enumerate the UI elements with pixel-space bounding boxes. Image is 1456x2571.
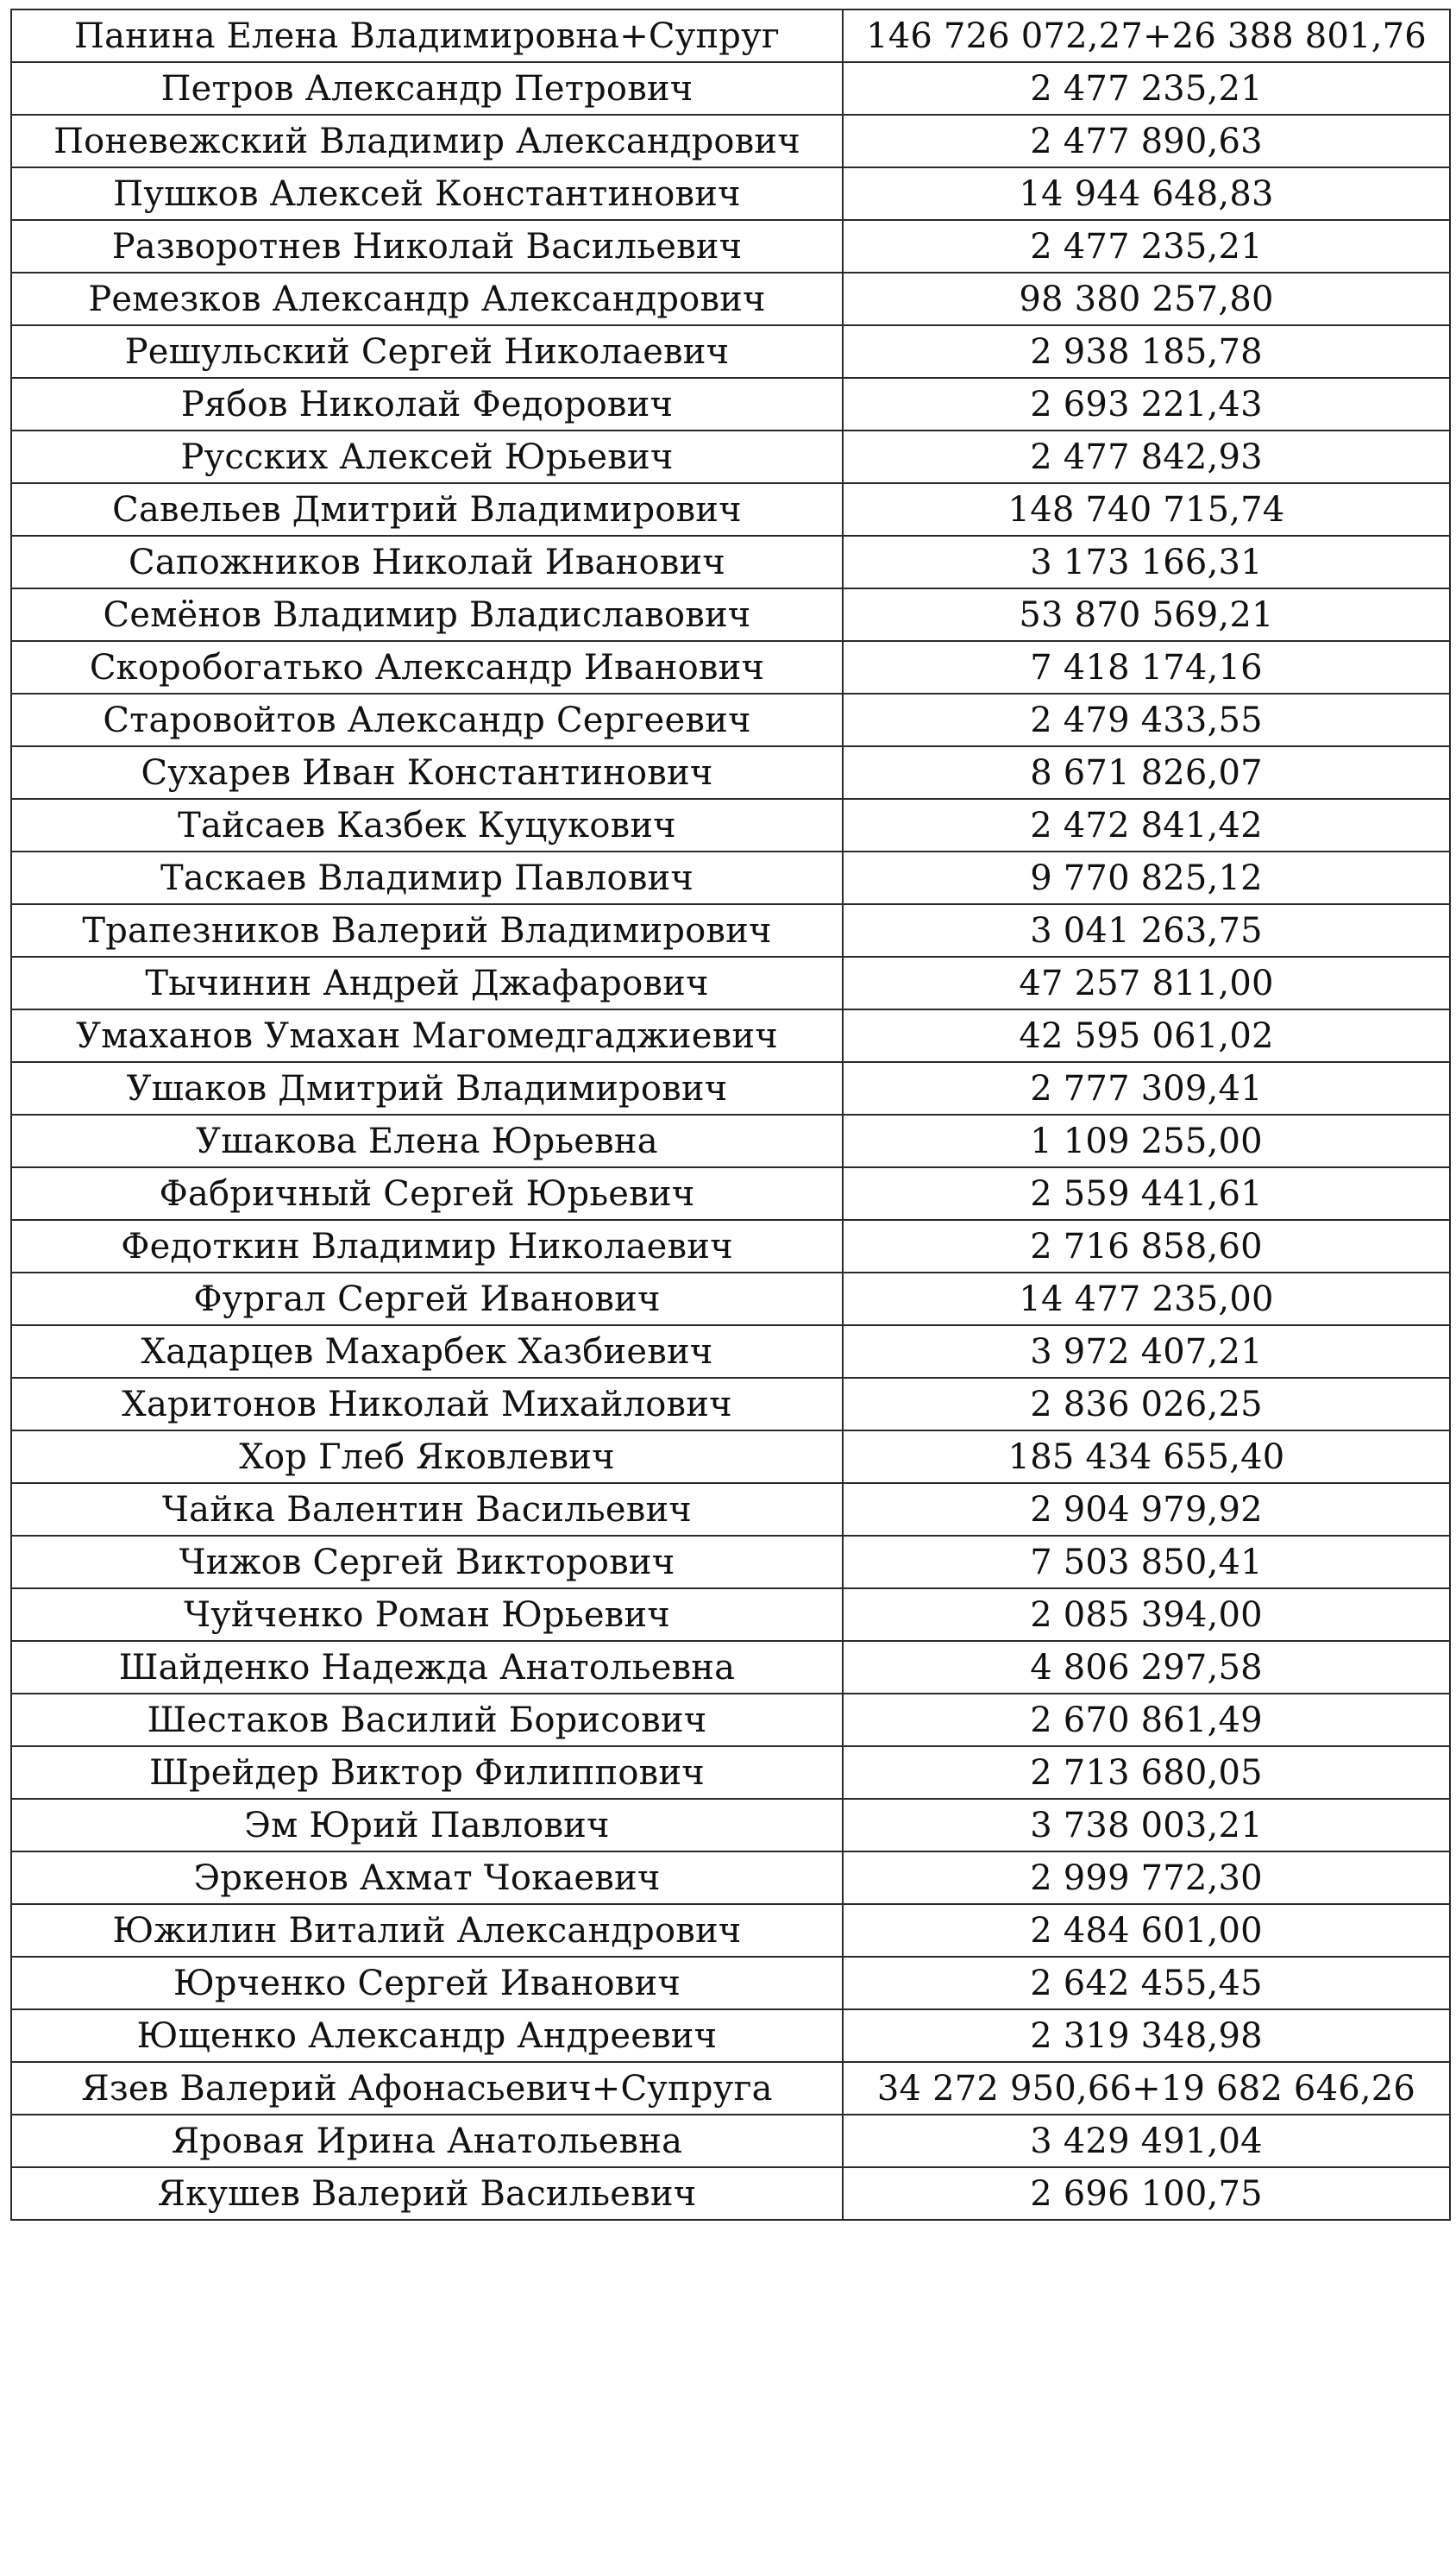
name-cell: Скоробогатько Александр Иванович xyxy=(11,641,843,694)
table-row xyxy=(11,431,1450,483)
table-row xyxy=(11,957,1450,1009)
amount-cell: 2 999 772,30 xyxy=(843,1851,1450,1904)
table-row xyxy=(11,694,1450,746)
amount-cell: 2 477 235,21 xyxy=(843,62,1450,115)
name-cell: Ушакова Елена Юрьевна xyxy=(11,1115,843,1167)
table-row xyxy=(11,1957,1450,2009)
amount-cell: 2 693 221,43 xyxy=(843,378,1450,431)
name-cell: Рябов Николай Федорович xyxy=(11,378,843,431)
table-row xyxy=(11,2167,1450,2220)
amount-cell: 2 836 026,25 xyxy=(843,1378,1450,1430)
table-row xyxy=(11,1167,1450,1220)
name-cell: Юрченко Сергей Иванович xyxy=(11,1957,843,2009)
table-row xyxy=(11,536,1450,588)
amount-cell: 7 503 850,41 xyxy=(843,1536,1450,1588)
name-cell: Савельев Дмитрий Владимирович xyxy=(11,483,843,536)
table-row xyxy=(11,273,1450,325)
table-row xyxy=(11,483,1450,536)
amount-cell: 185 434 655,40 xyxy=(843,1430,1450,1483)
name-cell: Шестаков Василий Борисович xyxy=(11,1694,843,1746)
name-cell: Харитонов Николай Михайлович xyxy=(11,1378,843,1430)
amount-cell: 98 380 257,80 xyxy=(843,273,1450,325)
table-row xyxy=(11,1378,1450,1430)
name-cell: Петров Александр Петрович xyxy=(11,62,843,115)
amount-cell: 2 477 842,93 xyxy=(843,431,1450,483)
income-table xyxy=(10,9,1451,2221)
amount-cell: 148 740 715,74 xyxy=(843,483,1450,536)
table-row xyxy=(11,1430,1450,1483)
amount-cell: 3 738 003,21 xyxy=(843,1799,1450,1851)
amount-cell: 47 257 811,00 xyxy=(843,957,1450,1009)
table-row xyxy=(11,2115,1450,2167)
name-cell: Хор Глеб Яковлевич xyxy=(11,1430,843,1483)
amount-cell: 3 429 491,04 xyxy=(843,2115,1450,2167)
amount-cell: 3 041 263,75 xyxy=(843,904,1450,957)
name-cell: Чайка Валентин Васильевич xyxy=(11,1483,843,1536)
table-row xyxy=(11,904,1450,957)
table-row xyxy=(11,2009,1450,2062)
amount-cell: 2 716 858,60 xyxy=(843,1220,1450,1273)
name-cell: Южилин Виталий Александрович xyxy=(11,1904,843,1957)
name-cell: Язев Валерий Афонасьевич+Супруга xyxy=(11,2062,843,2115)
amount-cell: 2 559 441,61 xyxy=(843,1167,1450,1220)
table-row xyxy=(11,115,1450,167)
table-row xyxy=(11,641,1450,694)
name-cell: Панина Елена Владимировна+Супруг xyxy=(11,9,843,62)
table-body xyxy=(11,9,1450,2220)
name-cell: Старовойтов Александр Сергеевич xyxy=(11,694,843,746)
amount-cell: 14 944 648,83 xyxy=(843,167,1450,220)
table-row xyxy=(11,1851,1450,1904)
name-cell: Шрейдер Виктор Филиппович xyxy=(11,1746,843,1799)
name-cell: Фабричный Сергей Юрьевич xyxy=(11,1167,843,1220)
name-cell: Федоткин Владимир Николаевич xyxy=(11,1220,843,1273)
name-cell: Чижов Сергей Викторович xyxy=(11,1536,843,1588)
name-cell: Таскаев Владимир Павлович xyxy=(11,852,843,904)
name-cell: Пушков Алексей Константинович xyxy=(11,167,843,220)
name-cell: Сапожников Николай Иванович xyxy=(11,536,843,588)
table-row xyxy=(11,852,1450,904)
amount-cell: 9 770 825,12 xyxy=(843,852,1450,904)
name-cell: Тычинин Андрей Джафарович xyxy=(11,957,843,1009)
table-row xyxy=(11,325,1450,378)
name-cell: Поневежский Владимир Александрович xyxy=(11,115,843,167)
name-cell: Семёнов Владимир Владиславович xyxy=(11,588,843,641)
amount-cell: 53 870 569,21 xyxy=(843,588,1450,641)
table-row xyxy=(11,62,1450,115)
amount-cell: 4 806 297,58 xyxy=(843,1641,1450,1694)
name-cell: Русских Алексей Юрьевич xyxy=(11,431,843,483)
amount-cell: 2 904 979,92 xyxy=(843,1483,1450,1536)
name-cell: Ющенко Александр Андреевич xyxy=(11,2009,843,2062)
amount-cell: 2 484 601,00 xyxy=(843,1904,1450,1957)
table-row xyxy=(11,1009,1450,1062)
amount-cell: 2 713 680,05 xyxy=(843,1746,1450,1799)
table-row xyxy=(11,1325,1450,1378)
table-row xyxy=(11,1062,1450,1115)
table-row xyxy=(11,799,1450,852)
amount-cell: 2 477 235,21 xyxy=(843,220,1450,273)
table-row xyxy=(11,1536,1450,1588)
table-row xyxy=(11,378,1450,431)
table-row xyxy=(11,1799,1450,1851)
table-row xyxy=(11,1746,1450,1799)
name-cell: Тайсаев Казбек Куцукович xyxy=(11,799,843,852)
amount-cell: 8 671 826,07 xyxy=(843,746,1450,799)
amount-cell: 2 670 861,49 xyxy=(843,1694,1450,1746)
table-row xyxy=(11,588,1450,641)
amount-cell: 2 479 433,55 xyxy=(843,694,1450,746)
name-cell: Ушаков Дмитрий Владимирович xyxy=(11,1062,843,1115)
name-cell: Умаханов Умахан Магомедгаджиевич xyxy=(11,1009,843,1062)
table-row xyxy=(11,167,1450,220)
amount-cell: 7 418 174,16 xyxy=(843,641,1450,694)
amount-cell: 2 319 348,98 xyxy=(843,2009,1450,2062)
name-cell: Яровая Ирина Анатольевна xyxy=(11,2115,843,2167)
name-cell: Фургал Сергей Иванович xyxy=(11,1273,843,1325)
amount-cell: 2 472 841,42 xyxy=(843,799,1450,852)
name-cell: Эм Юрий Павлович xyxy=(11,1799,843,1851)
amount-cell: 34 272 950,66+19 682 646,26 xyxy=(843,2062,1450,2115)
name-cell: Эркенов Ахмат Чокаевич xyxy=(11,1851,843,1904)
name-cell: Сухарев Иван Константинович xyxy=(11,746,843,799)
name-cell: Решульский Сергей Николаевич xyxy=(11,325,843,378)
table-row xyxy=(11,220,1450,273)
name-cell: Хадарцев Махарбек Хазбиевич xyxy=(11,1325,843,1378)
table-row xyxy=(11,1588,1450,1641)
amount-cell: 2 696 100,75 xyxy=(843,2167,1450,2220)
table-row xyxy=(11,1904,1450,1957)
name-cell: Ремезков Александр Александрович xyxy=(11,273,843,325)
amount-cell: 2 938 185,78 xyxy=(843,325,1450,378)
table-row xyxy=(11,1483,1450,1536)
table-row xyxy=(11,1115,1450,1167)
table-row xyxy=(11,1220,1450,1273)
name-cell: Якушев Валерий Васильевич xyxy=(11,2167,843,2220)
name-cell: Шайденко Надежда Анатольевна xyxy=(11,1641,843,1694)
name-cell: Разворотнев Николай Васильевич xyxy=(11,220,843,273)
table-row xyxy=(11,9,1450,62)
name-cell: Чуйченко Роман Юрьевич xyxy=(11,1588,843,1641)
name-cell: Трапезников Валерий Владимирович xyxy=(11,904,843,957)
table-row xyxy=(11,2062,1450,2115)
amount-cell: 14 477 235,00 xyxy=(843,1273,1450,1325)
amount-cell: 1 109 255,00 xyxy=(843,1115,1450,1167)
table-row xyxy=(11,746,1450,799)
amount-cell: 3 173 166,31 xyxy=(843,536,1450,588)
table-row xyxy=(11,1641,1450,1694)
amount-cell: 2 642 455,45 xyxy=(843,1957,1450,2009)
amount-cell: 2 477 890,63 xyxy=(843,115,1450,167)
amount-cell: 42 595 061,02 xyxy=(843,1009,1450,1062)
amount-cell: 3 972 407,21 xyxy=(843,1325,1450,1378)
table-row xyxy=(11,1273,1450,1325)
amount-cell: 146 726 072,27+26 388 801,76 xyxy=(843,9,1450,62)
amount-cell: 2 777 309,41 xyxy=(843,1062,1450,1115)
amount-cell: 2 085 394,00 xyxy=(843,1588,1450,1641)
table-row xyxy=(11,1694,1450,1746)
